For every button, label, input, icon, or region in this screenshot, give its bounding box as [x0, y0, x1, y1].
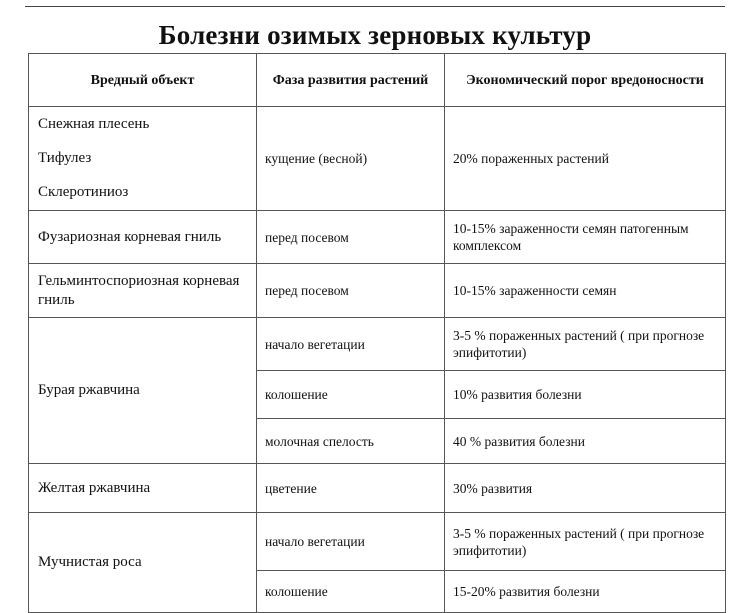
cell-phase: перед посевом: [257, 211, 445, 264]
cell-phase: начало вегетации: [257, 318, 445, 371]
cell-phase: кущение (весной): [257, 107, 445, 211]
diseases-table: [28, 53, 726, 613]
cell-threshold: 20% пораженных растений: [445, 107, 726, 211]
table-row: [29, 211, 726, 264]
cell-threshold: 10% развития болезни: [445, 371, 726, 419]
table-row: [29, 107, 726, 211]
object-name: Тифулез: [38, 150, 92, 166]
header-phase: Фаза развития растений: [257, 54, 445, 107]
cell-threshold: 30% развития: [445, 464, 726, 513]
cell-object: Бурая ржавчина: [29, 318, 257, 464]
cell-threshold: 3-5 % пораженных растений ( при прогнозе эпифитотии): [445, 513, 726, 571]
page-title: Болезни озимых зерновых культур: [158, 20, 592, 50]
cell-object: Мучнистая роса: [29, 513, 257, 613]
header-object: Вредный объект: [29, 54, 257, 107]
cell-phase: перед посевом: [257, 264, 445, 318]
top-rule: [25, 6, 725, 7]
cell-threshold: 15-20% развития болезни: [445, 571, 726, 613]
object-name: Склеротиниоз: [38, 184, 129, 200]
table-row: [29, 318, 726, 371]
cell-phase: молочная спелость: [257, 419, 445, 464]
cell-phase: колошение: [257, 371, 445, 419]
cell-threshold: 3-5 % пораженных растений ( при прогнозе эпифитотии): [445, 318, 726, 371]
cell-phase: цветение: [257, 464, 445, 513]
table-row: [29, 513, 726, 571]
object-name: Снежная плесень: [38, 116, 150, 132]
table-row: [29, 264, 726, 318]
cell-phase: колошение: [257, 571, 445, 613]
cell-threshold: 10-15% зараженности семян патогенным комплексом: [445, 211, 726, 264]
cell-threshold: 40 % развития болезни: [445, 419, 726, 464]
header-threshold: Экономический порог вредоносности: [445, 54, 726, 107]
cell-object: Желтая ржавчина: [29, 464, 257, 513]
cell-object: [29, 107, 257, 211]
table-header-row: [29, 54, 726, 107]
table-row: [29, 464, 726, 513]
cell-phase: начало вегетации: [257, 513, 445, 571]
cell-threshold: 10-15% зараженности семян: [445, 264, 726, 318]
cell-object: Фузариозная корневая гниль: [29, 211, 257, 264]
cell-object: Гельминтоспориозная корневая гниль: [29, 264, 257, 318]
